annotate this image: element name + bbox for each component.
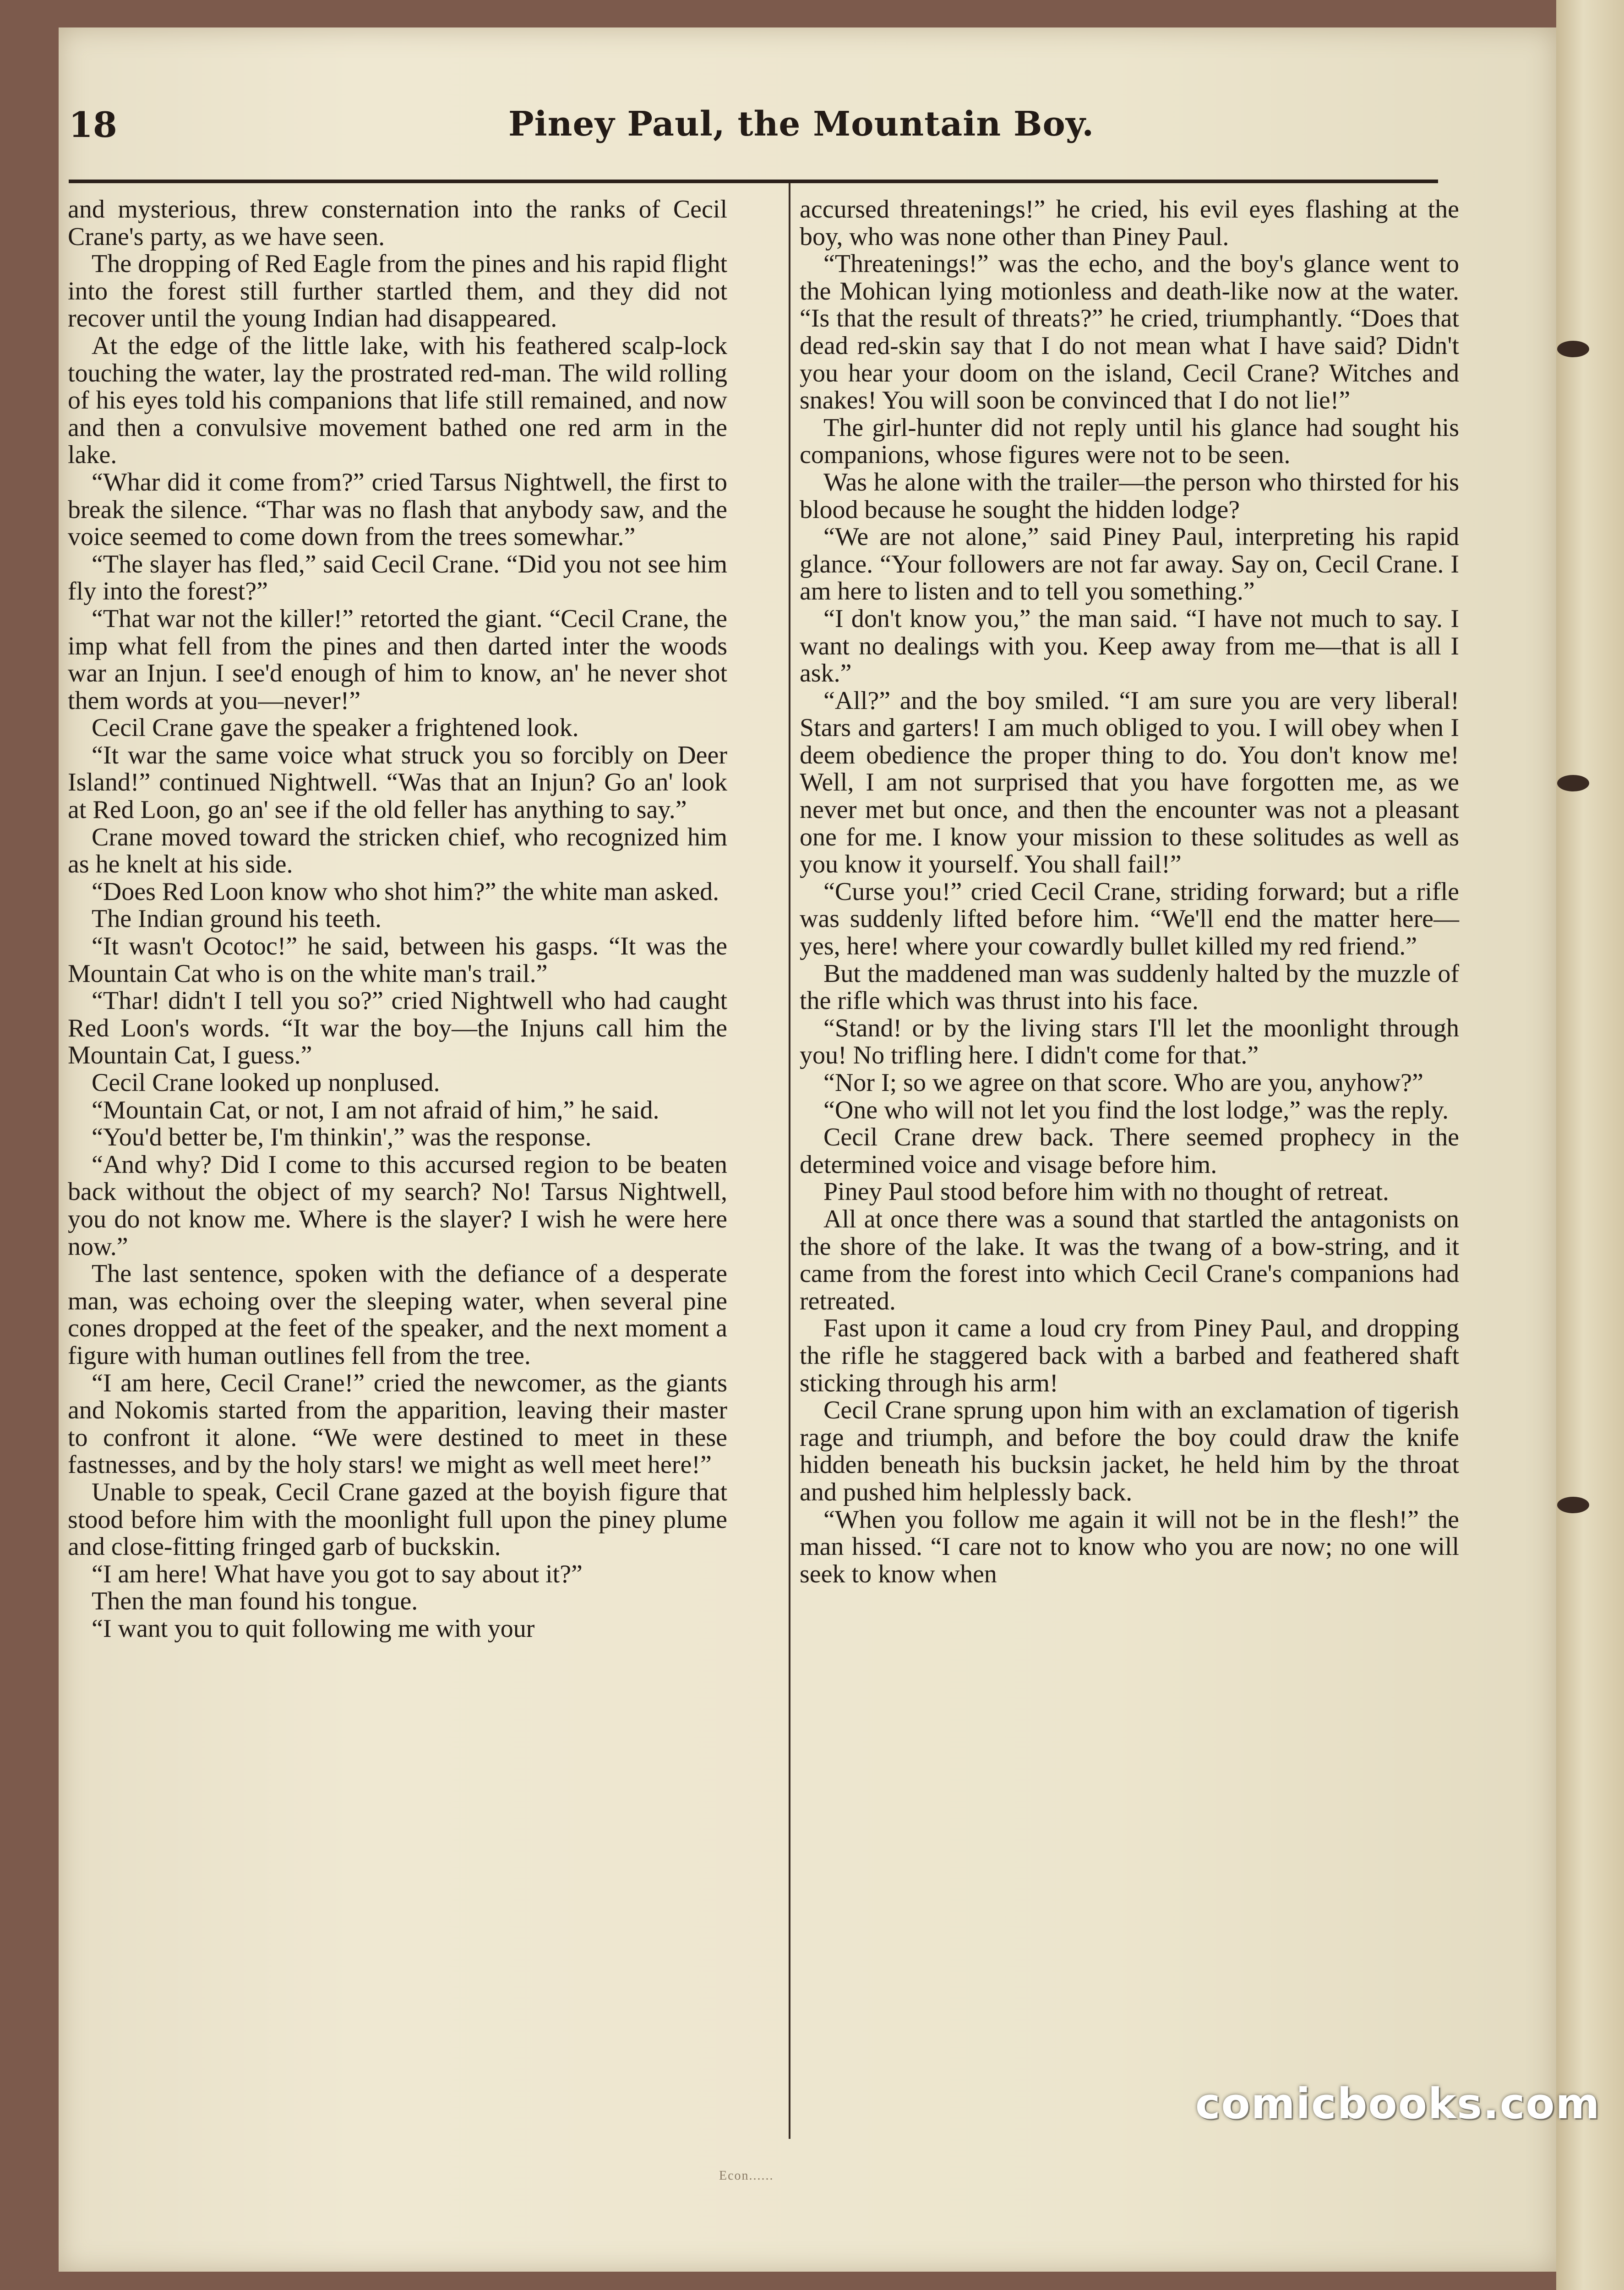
paragraph: But the maddened man was suddenly halted by the muzzle of the rifle which was thrust into his face. bbox=[800, 959, 1459, 1015]
paragraph: The last sentence, spoken with the defiance of a desperate man, was echoing over the sleeping water, when several pine cones dropped at the feet of the speaker, and the next moment a figure with human outlines fell from the tree. bbox=[68, 1260, 727, 1370]
page-number: 18 bbox=[69, 104, 117, 145]
paragraph: The Indian ground his teeth. bbox=[92, 905, 381, 933]
paragraph: “We are not alone,” said Piney Paul, interpreting his rapid glance. “Your followers are not far away. Say on, Cecil Crane. I am here to listen and to tell you something.” bbox=[800, 523, 1459, 606]
page-header bbox=[69, 92, 1438, 160]
column-divider bbox=[789, 183, 790, 2139]
paragraph: “The slayer has fled,” said Cecil Crane. “Did you not see him fly into the forest?” bbox=[68, 550, 727, 606]
footer-mark: Econ...... bbox=[719, 2169, 774, 2183]
paragraph: “I am here, Cecil Crane!” cried the newcomer, as the giants and Nokomis started from the apparition, leaving their master to confront it alone. “We were destined to meet in these fastnesses, and by the holy stars! we might as well meet here!” bbox=[68, 1369, 727, 1479]
paragraph: “That war not the killer!” retorted the giant. “Cecil Crane, the imp what fell from the pines and then darted inter the woods war an Injun. I see'd enough of him to know, an' he never shot them words at you—never!” bbox=[68, 604, 727, 715]
paragraph: “When you follow me again it will not be in the flesh!” the man hissed. “I care not to know who you are now; no one will seek to know when bbox=[800, 1505, 1459, 1588]
paragraph: Cecil Crane gave the speaker a frightened look. bbox=[92, 714, 579, 742]
paragraph: “One who will not let you find the lost lodge,” was the reply. bbox=[823, 1096, 1449, 1124]
paragraph: accursed threatenings!” he cried, his evil eyes flashing at the boy, who was none other than Piney Paul. bbox=[800, 195, 1459, 251]
header-rule bbox=[69, 180, 1438, 183]
paragraph: Cecil Crane sprung upon him with an exclamation of tigerish rage and triumph, and before the boy could draw the knife hidden beneath his bucksin jacket, he held him by the throat and pushed him helplessly back. bbox=[800, 1396, 1459, 1506]
paragraph: and mysterious, threw consternation into the ranks of Cecil Crane's party, as we have seen. bbox=[68, 195, 727, 251]
paragraph: All at once there was a sound that startled the antagonists on the shore of the lake. It was the twang of a bow-string, and it came from the forest into which Cecil Crane's companions had retreated. bbox=[800, 1205, 1459, 1315]
paragraph: Piney Paul stood before him with no thought of retreat. bbox=[823, 1178, 1389, 1206]
paragraph: “And why? Did I come to this accursed region to be beaten back without the object of my search? No! Tarsus Nightwell, you do not know me. Where is the slayer? I wish he were here now.” bbox=[68, 1150, 727, 1261]
paragraph: “Mountain Cat, or not, I am not afraid of him,” he said. bbox=[92, 1096, 659, 1124]
binding-notch-icon bbox=[1557, 775, 1589, 791]
paragraph: “Whar did it come from?” cried Tarsus Nightwell, the first to break the silence. “Thar was no flash that anybody saw, and the voice seemed to come down from the trees somewhar.” bbox=[68, 468, 727, 551]
paragraph: “Nor I; so we agree on that score. Who are you, anyhow?” bbox=[823, 1069, 1423, 1097]
paragraph: “I am here! What have you got to say about it?” bbox=[92, 1559, 583, 1588]
paragraph: “Thar! didn't I tell you so?” cried Nightwell who had caught Red Loon's words. “It war the boy—the Injuns call him the Mountain Cat, I guess.” bbox=[68, 987, 727, 1070]
paragraph: “It wasn't Ocotoc!” he said, between his gasps. “It was the Mountain Cat who is on the white man's trail.” bbox=[68, 932, 727, 988]
paragraph: “I want you to quit following me with your bbox=[92, 1614, 535, 1643]
binding-notch-icon bbox=[1557, 341, 1589, 357]
paragraph: Cecil Crane drew back. There seemed prophecy in the determined voice and visage before him. bbox=[800, 1123, 1459, 1179]
left-column bbox=[68, 196, 727, 1642]
paragraph: At the edge of the little lake, with his feathered scalp-lock touching the water, lay the prostrated red-man. The wild rolling of his eyes told his companions that life still remained, and now and then a convulsive movement bathed one red arm in the lake. bbox=[68, 331, 727, 469]
paragraph: “It war the same voice what struck you so forcibly on Deer Island!” continued Nightwell. “Was that an Injun? Go an' look at Red Loon, go an' see if the old feller has anything to say.” bbox=[68, 741, 727, 824]
right-column bbox=[800, 196, 1459, 1588]
paragraph: Cecil Crane looked up nonplused. bbox=[92, 1069, 440, 1097]
paragraph: Crane moved toward the stricken chief, who recognized him as he knelt at his side. bbox=[68, 823, 727, 879]
paragraph: “All?” and the boy smiled. “I am sure you are very liberal! Stars and garters! I am much obliged to you. I will obey when I deem obedience the proper thing to do. You don't know me! Well, I am not surprised that you have forgotten me, as we never met but once, and then the encounter was not a pleasant one for me. I know your mission to these solitudes as well as you know it yourself. You shall fail!” bbox=[800, 686, 1459, 879]
binding-notch-icon bbox=[1557, 1497, 1589, 1513]
paragraph: “Threatenings!” was the echo, and the boy's glance went to the Mohican lying motionless and death-like now at the water. “Is that the result of threats?” he cried, triumphantly. “Does that dead red-skin say that I do not mean what I have said? Didn't you hear your doom on the island, Cecil Crane? Witches and snakes! You will soon be convinced that I do not lie!” bbox=[800, 250, 1459, 415]
paragraph: “Stand! or by the living stars I'll let the moonlight through you! No trifling here. I didn't come for that.” bbox=[800, 1014, 1459, 1070]
paragraph: Unable to speak, Cecil Crane gazed at the boyish figure that stood before him with the moonlight full upon the piney plume and close-fitting fringed garb of buckskin. bbox=[68, 1478, 727, 1561]
paragraph: Was he alone with the trailer—the person who thirsted for his blood because he sought the hidden lodge? bbox=[800, 468, 1459, 524]
paragraph: The dropping of Red Eagle from the pines and his rapid flight into the forest still further startled them, and they did not recover until the young Indian had disappeared. bbox=[68, 250, 727, 333]
running-title: Piney Paul, the Mountain Boy. bbox=[508, 104, 1095, 144]
paragraph: Then the man found his tongue. bbox=[92, 1587, 418, 1616]
paragraph: Fast upon it came a loud cry from Piney Paul, and dropping the rifle he staggered back with a barbed and feathered shaft sticking through his arm! bbox=[800, 1314, 1459, 1397]
paragraph: The girl-hunter did not reply until his glance had sought his companions, whose figures were not to be seen. bbox=[800, 413, 1459, 469]
paragraph: “Curse you!” cried Cecil Crane, striding forward; but a rifle was suddenly lifted before him. “We'll end the matter here—yes, here! where your cowardly bullet killed my red friend.” bbox=[800, 877, 1459, 961]
watermark: comicbooks.com bbox=[1195, 2079, 1601, 2128]
paragraph: “You'd better be, I'm thinkin',” was the response. bbox=[92, 1123, 592, 1152]
paragraph: “Does Red Loon know who shot him?” the white man asked. bbox=[92, 877, 719, 906]
paragraph: “I don't know you,” the man said. “I have not much to say. I want no dealings with you. Keep away from me—that is all I ask.” bbox=[800, 604, 1459, 688]
